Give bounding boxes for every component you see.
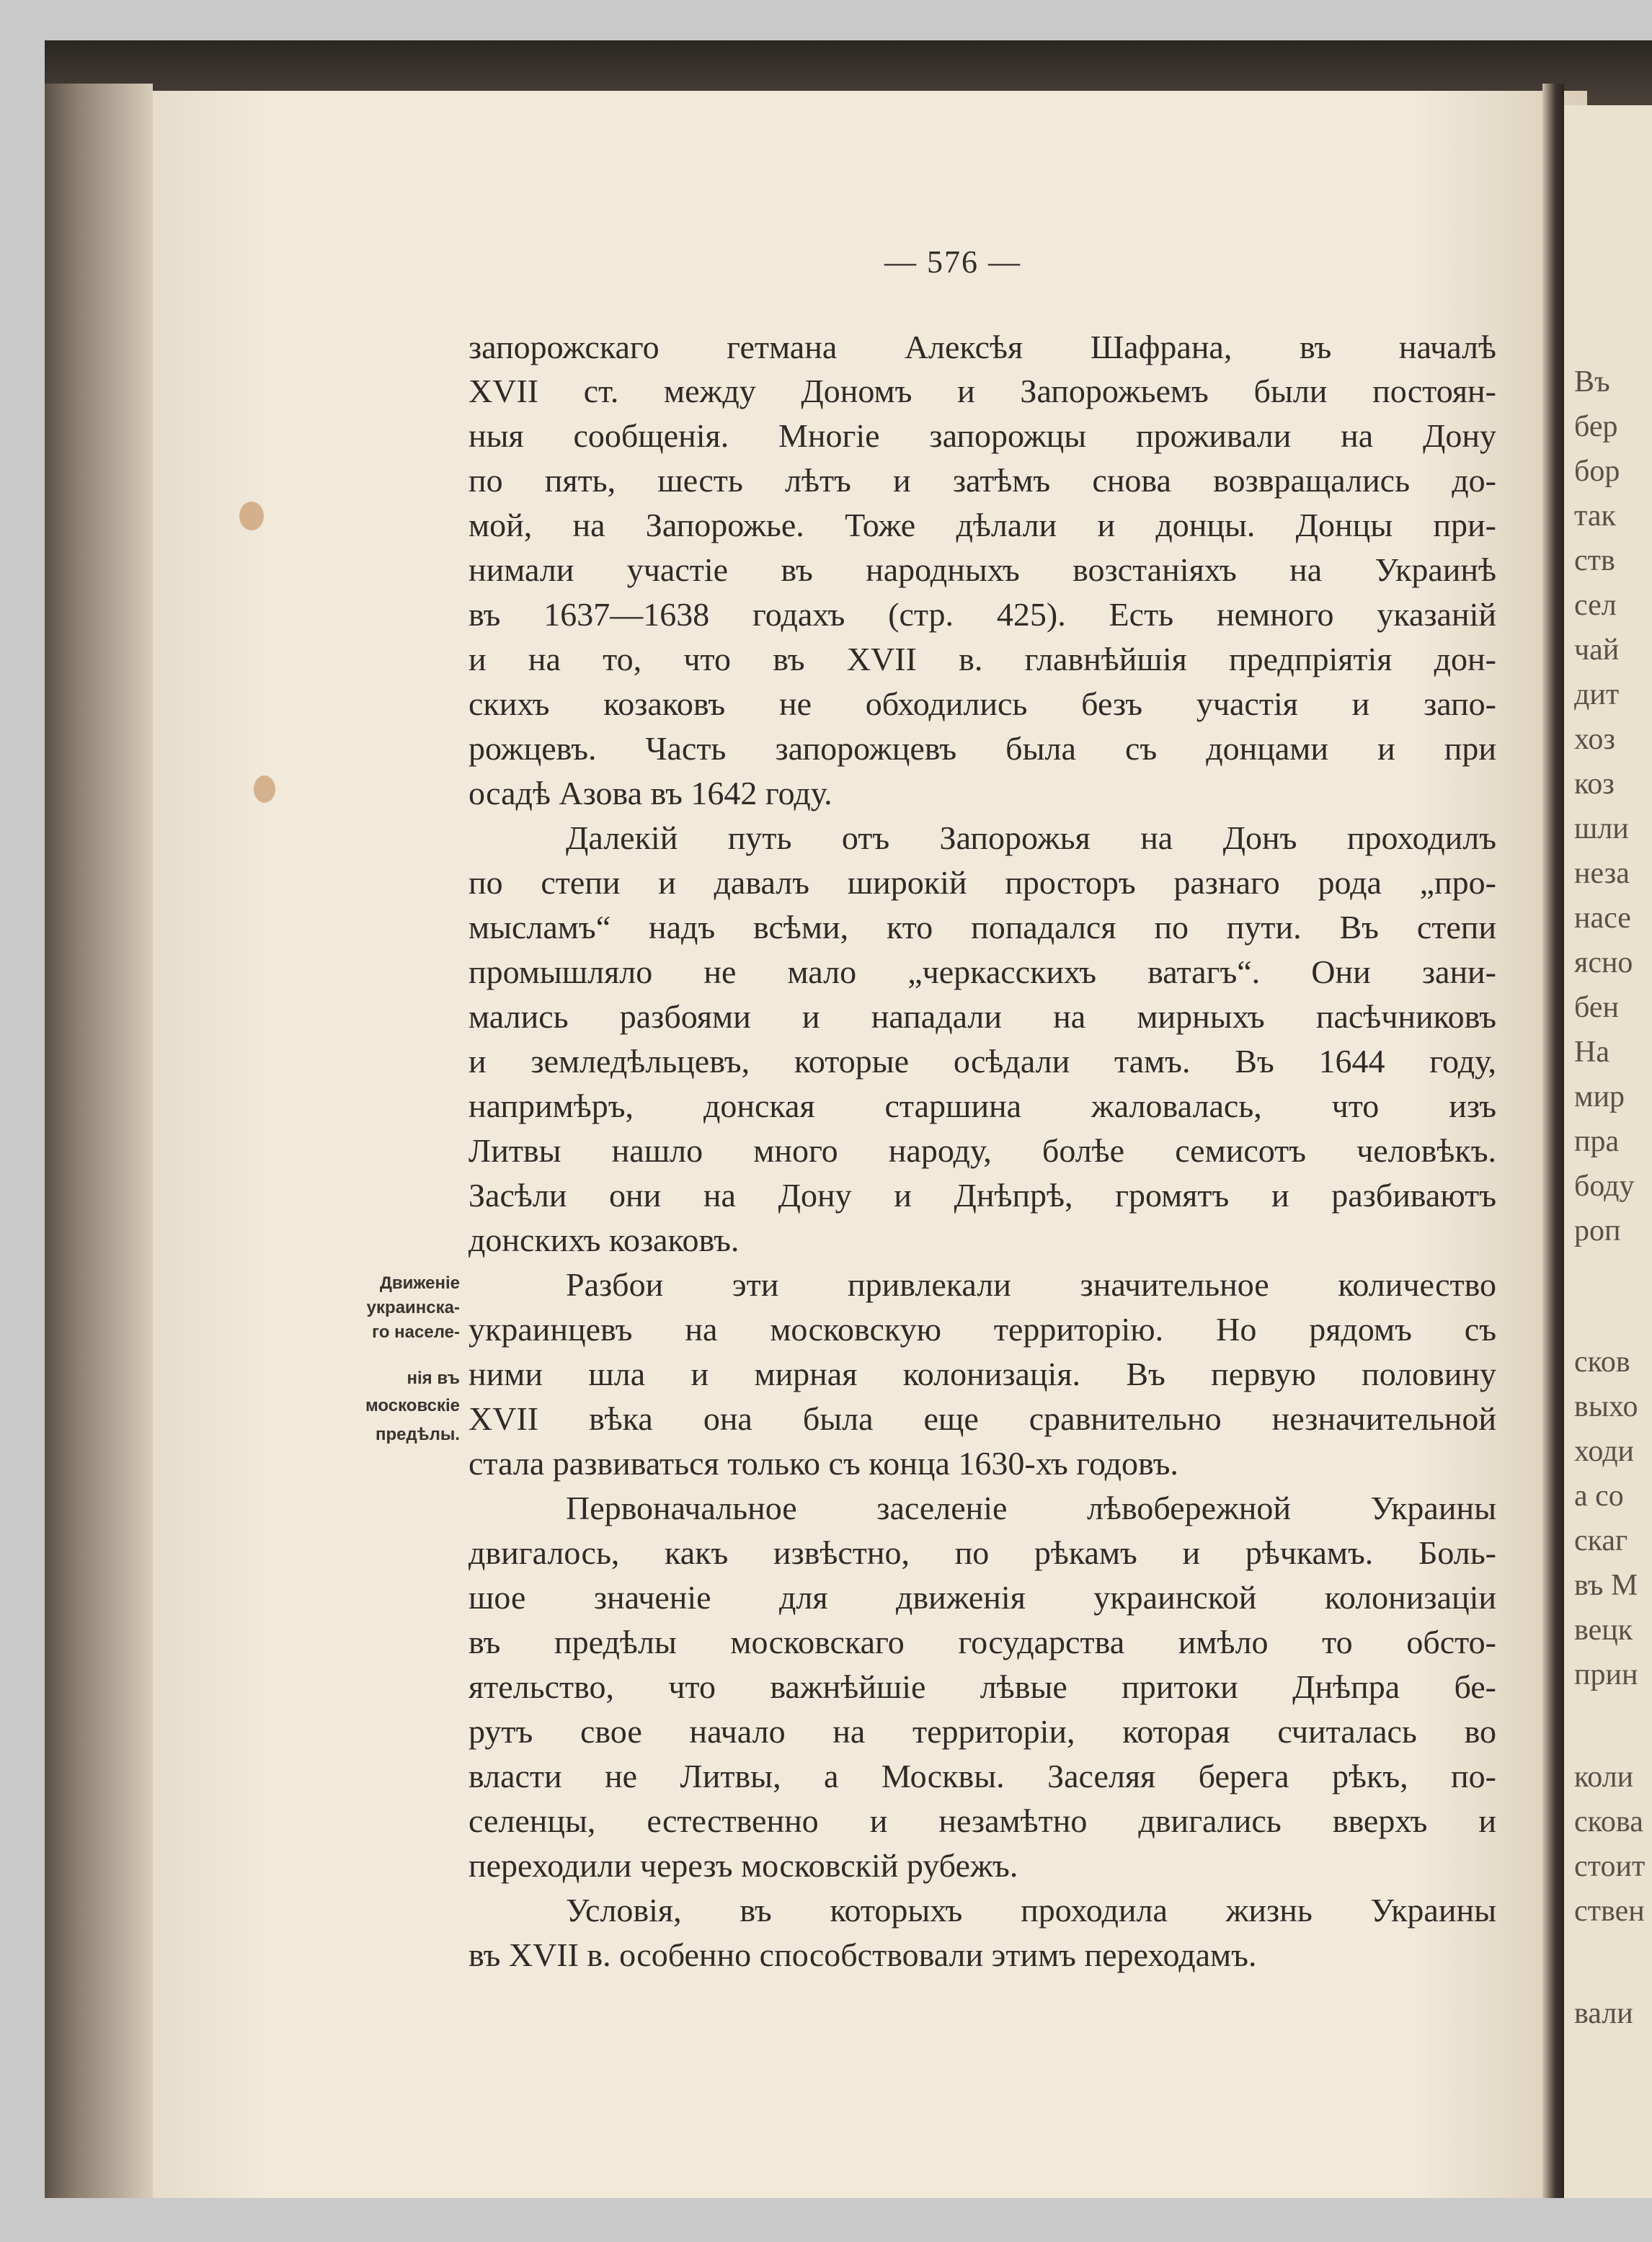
- adjacent-page-line: въ М: [1574, 1569, 1638, 1602]
- text-line: Далекій путь отъ Запорожья на Донъ проходилъ: [566, 819, 1496, 856]
- text-line: селенцы, естественно и незамѣтно двигались вверхъ и: [468, 1802, 1496, 1839]
- adjacent-page-line: ясно: [1574, 946, 1633, 979]
- adjacent-page-line: стоит: [1574, 1850, 1646, 1883]
- text-line: по степи и давалъ широкій просторъ разнаго рода „про-: [468, 864, 1496, 901]
- text-line: Разбои эти привлекали значительное количество: [566, 1266, 1496, 1303]
- adjacent-page-line: Въ: [1574, 365, 1610, 399]
- text-line: промышляло не мало „черкасскихъ ватагъ“. Они зани-: [468, 953, 1496, 990]
- text-line: нимали участіе въ народныхъ возстаніяхъ на Украинѣ: [468, 551, 1496, 588]
- adjacent-page-line: а со: [1574, 1480, 1624, 1513]
- margin-note-line: предѣлы.: [375, 1425, 460, 1444]
- adjacent-page-line: бер: [1574, 410, 1618, 443]
- text-line: ятельство, что важнѣйшіе лѣвые притоки Днѣпра бе-: [468, 1668, 1496, 1705]
- text-line: донскихъ козаковъ.: [468, 1222, 740, 1258]
- margin-note-line: нія въ: [407, 1369, 460, 1388]
- adjacent-page-line: коз: [1574, 768, 1615, 801]
- adjacent-page-line: дит: [1574, 678, 1620, 711]
- text-line: ныя сообщенія. Многіе запорожцы проживали на Дону: [468, 417, 1496, 454]
- adjacent-page-line: коли: [1574, 1761, 1634, 1794]
- text-line: мой, на Запорожье. Тоже дѣлали и донцы. Донцы при-: [468, 507, 1496, 543]
- text-line: Литвы нашло много народу, болѣе семисотъ человѣкъ.: [468, 1132, 1496, 1169]
- margin-note-line: московскіе: [365, 1396, 460, 1415]
- adjacent-page-line: скова: [1574, 1805, 1643, 1838]
- margin-note-line: Движеніе: [379, 1273, 460, 1293]
- text-line: по пять, шесть лѣтъ и затѣмъ снова возвращались до-: [468, 462, 1496, 499]
- adjacent-page-line: бен: [1574, 991, 1619, 1024]
- text-line: власти не Литвы, а Москвы. Заселяя берега рѣкъ, по-: [468, 1758, 1496, 1794]
- text-line: стала развиваться только съ конца 1630-хъ годовъ.: [468, 1445, 1178, 1482]
- page-gutter: [1542, 84, 1564, 2198]
- adjacent-page-line: хоз: [1574, 723, 1615, 756]
- adjacent-page-line: скаг: [1574, 1524, 1628, 1557]
- adjacent-page: [1564, 105, 1652, 2198]
- adjacent-page-line: выхо: [1574, 1390, 1638, 1423]
- page-number: — 576 —: [884, 244, 1021, 280]
- text-line: и земледѣльцевъ, которые осѣдали тамъ. Въ 1644 году,: [468, 1043, 1496, 1080]
- text-line: запорожскаго гетмана Алексѣя Шафрана, въ началѣ: [468, 329, 1496, 365]
- adjacent-page-line: На: [1574, 1036, 1609, 1069]
- margin-note-line: украинска-: [366, 1298, 460, 1317]
- adjacent-page-line: пра: [1574, 1125, 1620, 1158]
- adjacent-page-line: прин: [1574, 1658, 1638, 1691]
- margin-note-line: го населе-: [372, 1322, 460, 1342]
- adjacent-page-line: роп: [1574, 1214, 1621, 1247]
- text-line: напримѣръ, донская старшина жаловалась, что изъ: [468, 1087, 1496, 1124]
- adjacent-page-line: чай: [1574, 633, 1620, 667]
- text-line: въ предѣлы московскаго государства имѣло то обсто-: [468, 1624, 1496, 1660]
- adjacent-page-line: неза: [1574, 857, 1630, 890]
- text-line: и на то, что въ XVII в. главнѣйшія предпріятія дон-: [468, 641, 1496, 677]
- adjacent-page-line: вали: [1574, 1997, 1633, 2030]
- text-line: XVII вѣка она была еще сравнительно незначительной: [468, 1400, 1496, 1437]
- adjacent-page-line: ствен: [1574, 1895, 1645, 1928]
- adjacent-page-line: сков: [1574, 1345, 1630, 1379]
- adjacent-page-line: ств: [1574, 544, 1615, 577]
- ink-blot: [254, 775, 275, 803]
- text-line: мались разбоями и нападали на мирныхъ пасѣчниковъ: [468, 998, 1496, 1035]
- text-line: XVII ст. между Дономъ и Запорожьемъ были постоян-: [468, 373, 1496, 409]
- text-line: Первоначальное заселеніе лѣвобережной Украины: [566, 1490, 1496, 1526]
- adjacent-page-line: сел: [1574, 589, 1617, 622]
- adjacent-page-line: вецк: [1574, 1614, 1633, 1647]
- text-line: въ 1637—1638 годахъ (стр. 425). Есть немного указаній: [468, 596, 1496, 633]
- adjacent-page-line: насе: [1574, 902, 1631, 935]
- adjacent-page-line: боду: [1574, 1170, 1635, 1203]
- text-line: осадѣ Азова въ 1642 году.: [468, 775, 832, 811]
- text-line: шое значеніе для движенія украинской колонизаціи: [468, 1579, 1496, 1616]
- text-line: Засѣли они на Дону и Днѣпрѣ, громятъ и разбиваютъ: [468, 1177, 1496, 1214]
- text-line: скихъ козаковъ не обходились безъ участія и запо-: [468, 685, 1496, 722]
- text-line: ними шла и мирная колонизація. Въ первую половину: [468, 1356, 1496, 1392]
- adjacent-page-line: бор: [1574, 455, 1620, 488]
- text-line: двигалось, какъ извѣстно, по рѣкамъ и рѣчкамъ. Боль-: [468, 1534, 1496, 1571]
- text-line: въ XVII в. особенно способствовали этимъ переходамъ.: [468, 1936, 1257, 1973]
- text-line: Условія, въ которыхъ проходила жизнь Украины: [566, 1892, 1496, 1929]
- text-line: мысламъ“ надъ всѣми, кто попадался по пути. Въ степи: [468, 909, 1496, 946]
- text-line: рутъ свое начало на территоріи, которая считалась во: [468, 1713, 1496, 1750]
- text-line: переходили черезъ московскій рубежъ.: [468, 1847, 1018, 1884]
- adjacent-page-line: мир: [1574, 1080, 1625, 1113]
- text-line: украинцевъ на московскую территорію. Но рядомъ съ: [468, 1311, 1496, 1348]
- adjacent-page-line: ходи: [1574, 1435, 1635, 1468]
- adjacent-page-line: так: [1574, 499, 1616, 533]
- book-spine-edge: [45, 84, 153, 2198]
- adjacent-page-line: шли: [1574, 812, 1629, 845]
- ink-blot: [239, 502, 264, 530]
- text-line: рожцевъ. Часть запорожцевъ была съ донцами и при: [468, 730, 1496, 767]
